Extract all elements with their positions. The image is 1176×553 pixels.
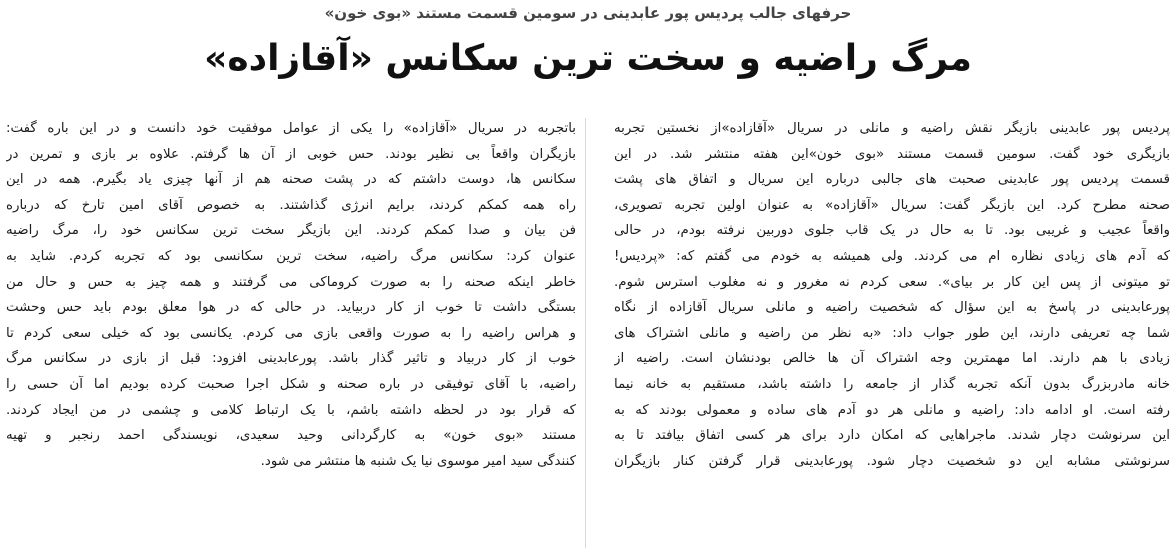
article-text-line: واقعاً عجیب و غریبی بود. تا به حال در یک قاب جلوی دوربین نرفته بودم، در حالی	[614, 223, 1170, 239]
article-text-line: فن بیان و صدا کمکم کردند. این بازیگر سخت ترین سکانس خود را، مرگ راضیه	[6, 223, 576, 239]
article-text-line: که آدم های زیادی نظاره ام می کردند. ولی همیشه به خودم می گفتم که: «پردیس!	[614, 248, 1170, 264]
article-text-line: خاطر اینکه صحنه را به صورت کروماکی می گرفتند و همه چیز به حس و حال من	[6, 274, 576, 290]
article-text-line: پردیس پور عابدینی بازیگر نقش راضیه و مانلی در سریال «آقازاده»از نخستین تجربه	[614, 121, 1170, 136]
article-text-line: رفته است. او ادامه داد: راضیه و مانلی هر دو آدم های ساده و معمولی بودند که به	[614, 402, 1170, 418]
article-text-line: خوب از کار دربیاد و تاثیر گذار باشد. پورعابدینی افزود: قبل از بازی در سکانس مرگ	[6, 351, 576, 367]
article-text-line: زیادی با هم دارند. اما مهمترین وجه اشتراک آن ها خالص بودنشان است. راضیه از	[614, 351, 1170, 367]
article-text-line: تو میتونی از پس این کار بر بیای». سعی کردم نه مغرور و نه مغلوب استرس شوم.	[614, 274, 1170, 290]
article-headline: مرگ راضیه و سخت ترین سکانس «آقازاده»	[204, 38, 972, 79]
article-text-line: که قرار بود در لحظه داشته باشم، با یک ارتباط کلامی و چشمی در من ایجاد کردند.	[6, 402, 576, 418]
article-text-line: و هراس راضیه را به صورت واقعی بازی می کردم. یکانسی بود که خیلی سعی کردم تا	[6, 325, 576, 341]
article-text-line: بازیگری خود گفت. سومین قسمت مستند «بوی خون»این هفته منتشر شد. در این	[614, 146, 1170, 162]
article-text-line: کنندگی سید امیر موسوی نیا یک شنبه ها منتشر می شود.	[260, 453, 576, 469]
article-text-line: شما چه تعریفی دارند، این طور جواب داد: «به نظر من راضیه و مانلی اشتراک های	[614, 325, 1170, 341]
article-text-line: خانه مادربزرگ بدون آنکه تجربه گذار از جامعه را داشته باشد، مستقیم به خانه نیما	[614, 376, 1170, 392]
article-text-line: عنوان کرد: سکانس مرگ راضیه، سخت ترین سکانسی بود که تجربه کردم. شاید به	[6, 248, 576, 264]
article-text-line: بازیگران واقعاً بی نظیر بودند. حس خوبی از آن ها گرفتم. علاوه بر بازی و تمرین در	[6, 146, 576, 162]
article-text-line: باتجربه در سریال «آقازاده» را یکی از عوامل موفقیت خود دانست و در این باره گفت:	[6, 121, 576, 136]
column-divider	[585, 118, 586, 548]
article-text-line: بستگی داشت تا خوب از کار دربیاید. در حالی که در هوا معلق بودم باید حس وحشت	[6, 300, 576, 316]
article-text-line: این سرنوشت دچار شدند. ماجراهایی که امکان دارد برای هر کسی اتفاق بیافتد تا به	[614, 428, 1170, 444]
article-column-right	[614, 116, 1170, 474]
article-text-line: راضیه، با آقای توفیقی در باره صحنه و شکل اجرا صحبت کرده بودیم اما آن حسی را	[6, 376, 576, 392]
article-kicker: حرفهای جالب پردیس پور عابدینی در سومین قسمت مستند «بوی خون»	[324, 4, 852, 22]
article-text-line: پورعابدینی در پاسخ به این سؤال که شخصیت راضیه و مانلی سریال آقازاده از نگاه	[614, 300, 1170, 316]
article-text-line: سرنوشتی مشابه این دو شخصیت دچار شود. پورعابدینی قرار گرفتن کنار بازیگران	[614, 453, 1170, 469]
article-text-line: قسمت پردیس پور عابدینی صحبت های جالبی درباره این سریال و اتفاق های پشت	[614, 172, 1170, 188]
article-column-left	[6, 116, 576, 474]
article-text-line: سکانس ها، دوست داشتم که در پشت صحنه هم از آنها چیزی یاد بگیرم. همه در این	[6, 172, 576, 188]
article-text-line: راه همه کمکم کردند، برایم انرژی گذاشتند. به خصوص آقای امین تارخ که درباره	[6, 197, 576, 213]
article-text-line: صحنه مطرح کرد. این بازیگر گفت: سریال «آقازاده» به عنوان اولین تجربه تصویری،	[614, 197, 1170, 213]
article-text-line: مستند «بوی خون» به کارگردانی وحید سعیدی، نویسندگی احمد رنجبر و تهیه	[6, 428, 576, 444]
